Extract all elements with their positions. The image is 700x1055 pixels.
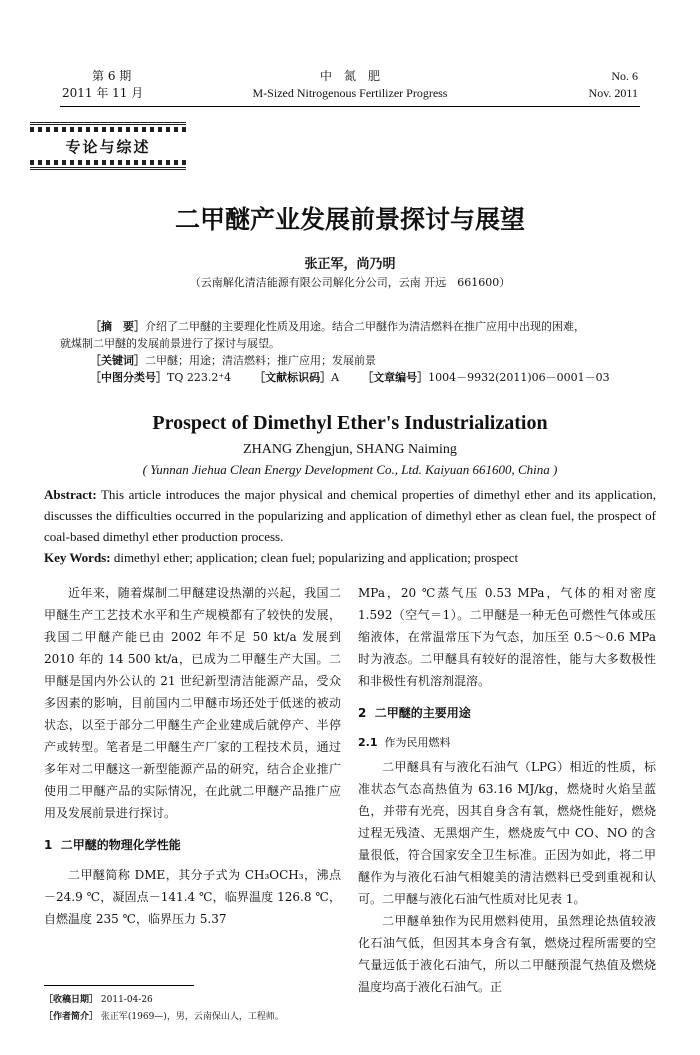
section-1-number: 1 (44, 838, 53, 852)
body-column-left (44, 582, 341, 930)
abstract-cn (60, 318, 638, 386)
section-1-heading (44, 834, 341, 856)
footnote-divider (44, 985, 194, 986)
authors-cn: 张正军，尚乃明 (304, 257, 396, 272)
abstract-cn-text-2: 就煤制二甲醚的发展前景进行了探讨与展望。 (60, 337, 280, 350)
abstract-en (44, 484, 656, 568)
received-date: 2011-04-26 (100, 995, 153, 1005)
header-divider (60, 106, 640, 107)
clc-value: TQ 223.2⁺4 (167, 371, 232, 384)
journal-cn: 中 氮 肥 (319, 69, 380, 83)
section-1-title: 二甲醚的物理化学性能 (60, 838, 181, 852)
date-en: Nov. 2011 (588, 86, 638, 100)
subsection-2-1-heading (358, 732, 656, 754)
header-issue-en-block (589, 68, 638, 102)
received-date-label: ［收稿日期］ (44, 995, 99, 1005)
section-1-continued: MPa，20 ℃蒸气压 0.53 MPa，气体的相对密度 1.592（空气＝1）。二甲醚是一种无色可燃性气体或压缩液体，在常温常压下为气态，加压至 0.5～0.6 MPa 时为液态。二甲醚具有较好的混溶性，能与大多数极性和非极性有机溶剂混溶。 (358, 586, 656, 688)
doc-code-value: A (331, 371, 340, 384)
body-column-right (358, 582, 656, 998)
footnotes (44, 992, 344, 1026)
abstract-cn-text-1: 介绍了二甲醚的主要理化性质及用途。结合二甲醚作为清洁燃料在推广应用中出现的困难， (145, 320, 585, 333)
abstract-en-label: Abstract: (44, 487, 97, 502)
section-2-number: 2 (358, 706, 367, 720)
subsection-2-1-title: 作为民用燃料 (384, 736, 451, 749)
subsection-2-1-number: 2.1 (358, 736, 378, 749)
section-badge (30, 122, 186, 170)
affiliation-en: ( Yunnan Jiehua Clean Energy Development Co., Ltd. Kaiyuan 661600, China ) (142, 462, 558, 477)
keywords-cn-label: ［关键词］ (90, 354, 145, 367)
section-2-heading (358, 702, 656, 724)
date-cn: 2011 年 11 月 (62, 86, 144, 100)
title-en: Prospect of Dimethyl Ether's Industrialization (152, 412, 548, 434)
doc-code-label: ［文献标识码］ (254, 371, 332, 384)
clc-label: ［中图分类号］ (90, 371, 167, 384)
article-no-value: 1004－9932(2011)06－0001－03 (428, 371, 610, 384)
section-1-paragraph: 二甲醚简称 DME，其分子式为 CH₃OCH₃，沸点－24.9 ℃，凝固点－141.4 ℃，临界温度 126.8 ℃，自燃温度 235 ℃，临界压力 5.37 (44, 868, 341, 926)
subsection-2-1-paragraph-1: 二甲醚具有与液化石油气（LPG）相近的性质，标准状态气态高热值为 63.16 MJ/kg，燃烧时火焰呈蓝色，并带有光亮，因其自身含有氧，燃烧性能好，燃烧过程无残渣、无黑烟产生，燃烧废气中 CO、NO 的含量很低，符合国家安全卫生标准。正因为如此，将二甲醚作为与液化石油气相媲美的清洁燃料已受到重视和认可。二甲醚与液化石油气性质对比见表 1。 (358, 760, 656, 906)
journal-en: M-Sized Nitrogenous Fertilizer Progress (252, 86, 448, 100)
intro-paragraph: 近年来，随着煤制二甲醚建设热潮的兴起，我国二甲醚生产工艺技术水平和生产规模都有了较快的发展，我国二甲醚产能已由 2002 年不足 50 kt/a 发展到 2010 年的 14 500 kt/a，已成为二甲醚生产大国。二甲醚是国内外公认的 21 世纪新型清洁能源产品，受众多因素的影响，目前国内二甲醚市场还处于低迷的被动状态，以至于部分二甲醚生产企业建成后就停产、半停产或转型。笔者是二甲醚生产厂家的工程技术员，通过多年对二甲醚这一新型能源产品的研究，结合企业推广使用二甲醚产品的实际情况，在此就二甲醚产品推广应用及发展前景进行探讨。 (44, 586, 341, 820)
title-cn: 二甲醚产业发展前景探讨与展望 (174, 205, 525, 234)
issue-cn: 第 6 期 (92, 69, 132, 83)
affiliation-cn: （云南解化清洁能源有限公司解化分公司，云南 开远 661600） (189, 276, 511, 289)
author-bio-label: ［作者简介］ (44, 1012, 99, 1022)
issue-en: No. 6 (611, 69, 638, 83)
keywords-en-label: Key Words: (44, 550, 111, 565)
authors-en: ZHANG Zhengjun, SHANG Naiming (243, 442, 457, 457)
author-bio: 张正军(1969—)，男，云南保山人，工程师。 (100, 1012, 284, 1022)
subsection-2-1-paragraph-2: 二甲醚单独作为民用燃料使用，虽然理论热值较液化石油气低，但因其本身含有氧，燃烧过程所需要的空气量远低于液化石油气，所以二甲醚预混气热值及燃烧温度均高于液化石油气。正 (358, 914, 656, 994)
section-2-title: 二甲醚的主要用途 (374, 706, 471, 720)
abstract-cn-label: ［摘 要］ (90, 320, 145, 333)
article-no-label: ［文章编号］ (362, 371, 429, 384)
abstract-en-text: This article introduces the major physical and chemical properties of dimethyl ether and its application, discusses the difficulties occurred in the popularizing and application of dimethyl ether as clean fuel, the prospect of coal-based dimethyl ether production process. (44, 487, 656, 544)
section-badge-label: 专论与综述 (65, 137, 151, 156)
keywords-cn: 二甲醚；用途；清洁燃料；推广应用；发展前景 (145, 354, 376, 367)
keywords-en: dimethyl ether; application; clean fuel; popularizing and application; prospect (110, 550, 519, 565)
